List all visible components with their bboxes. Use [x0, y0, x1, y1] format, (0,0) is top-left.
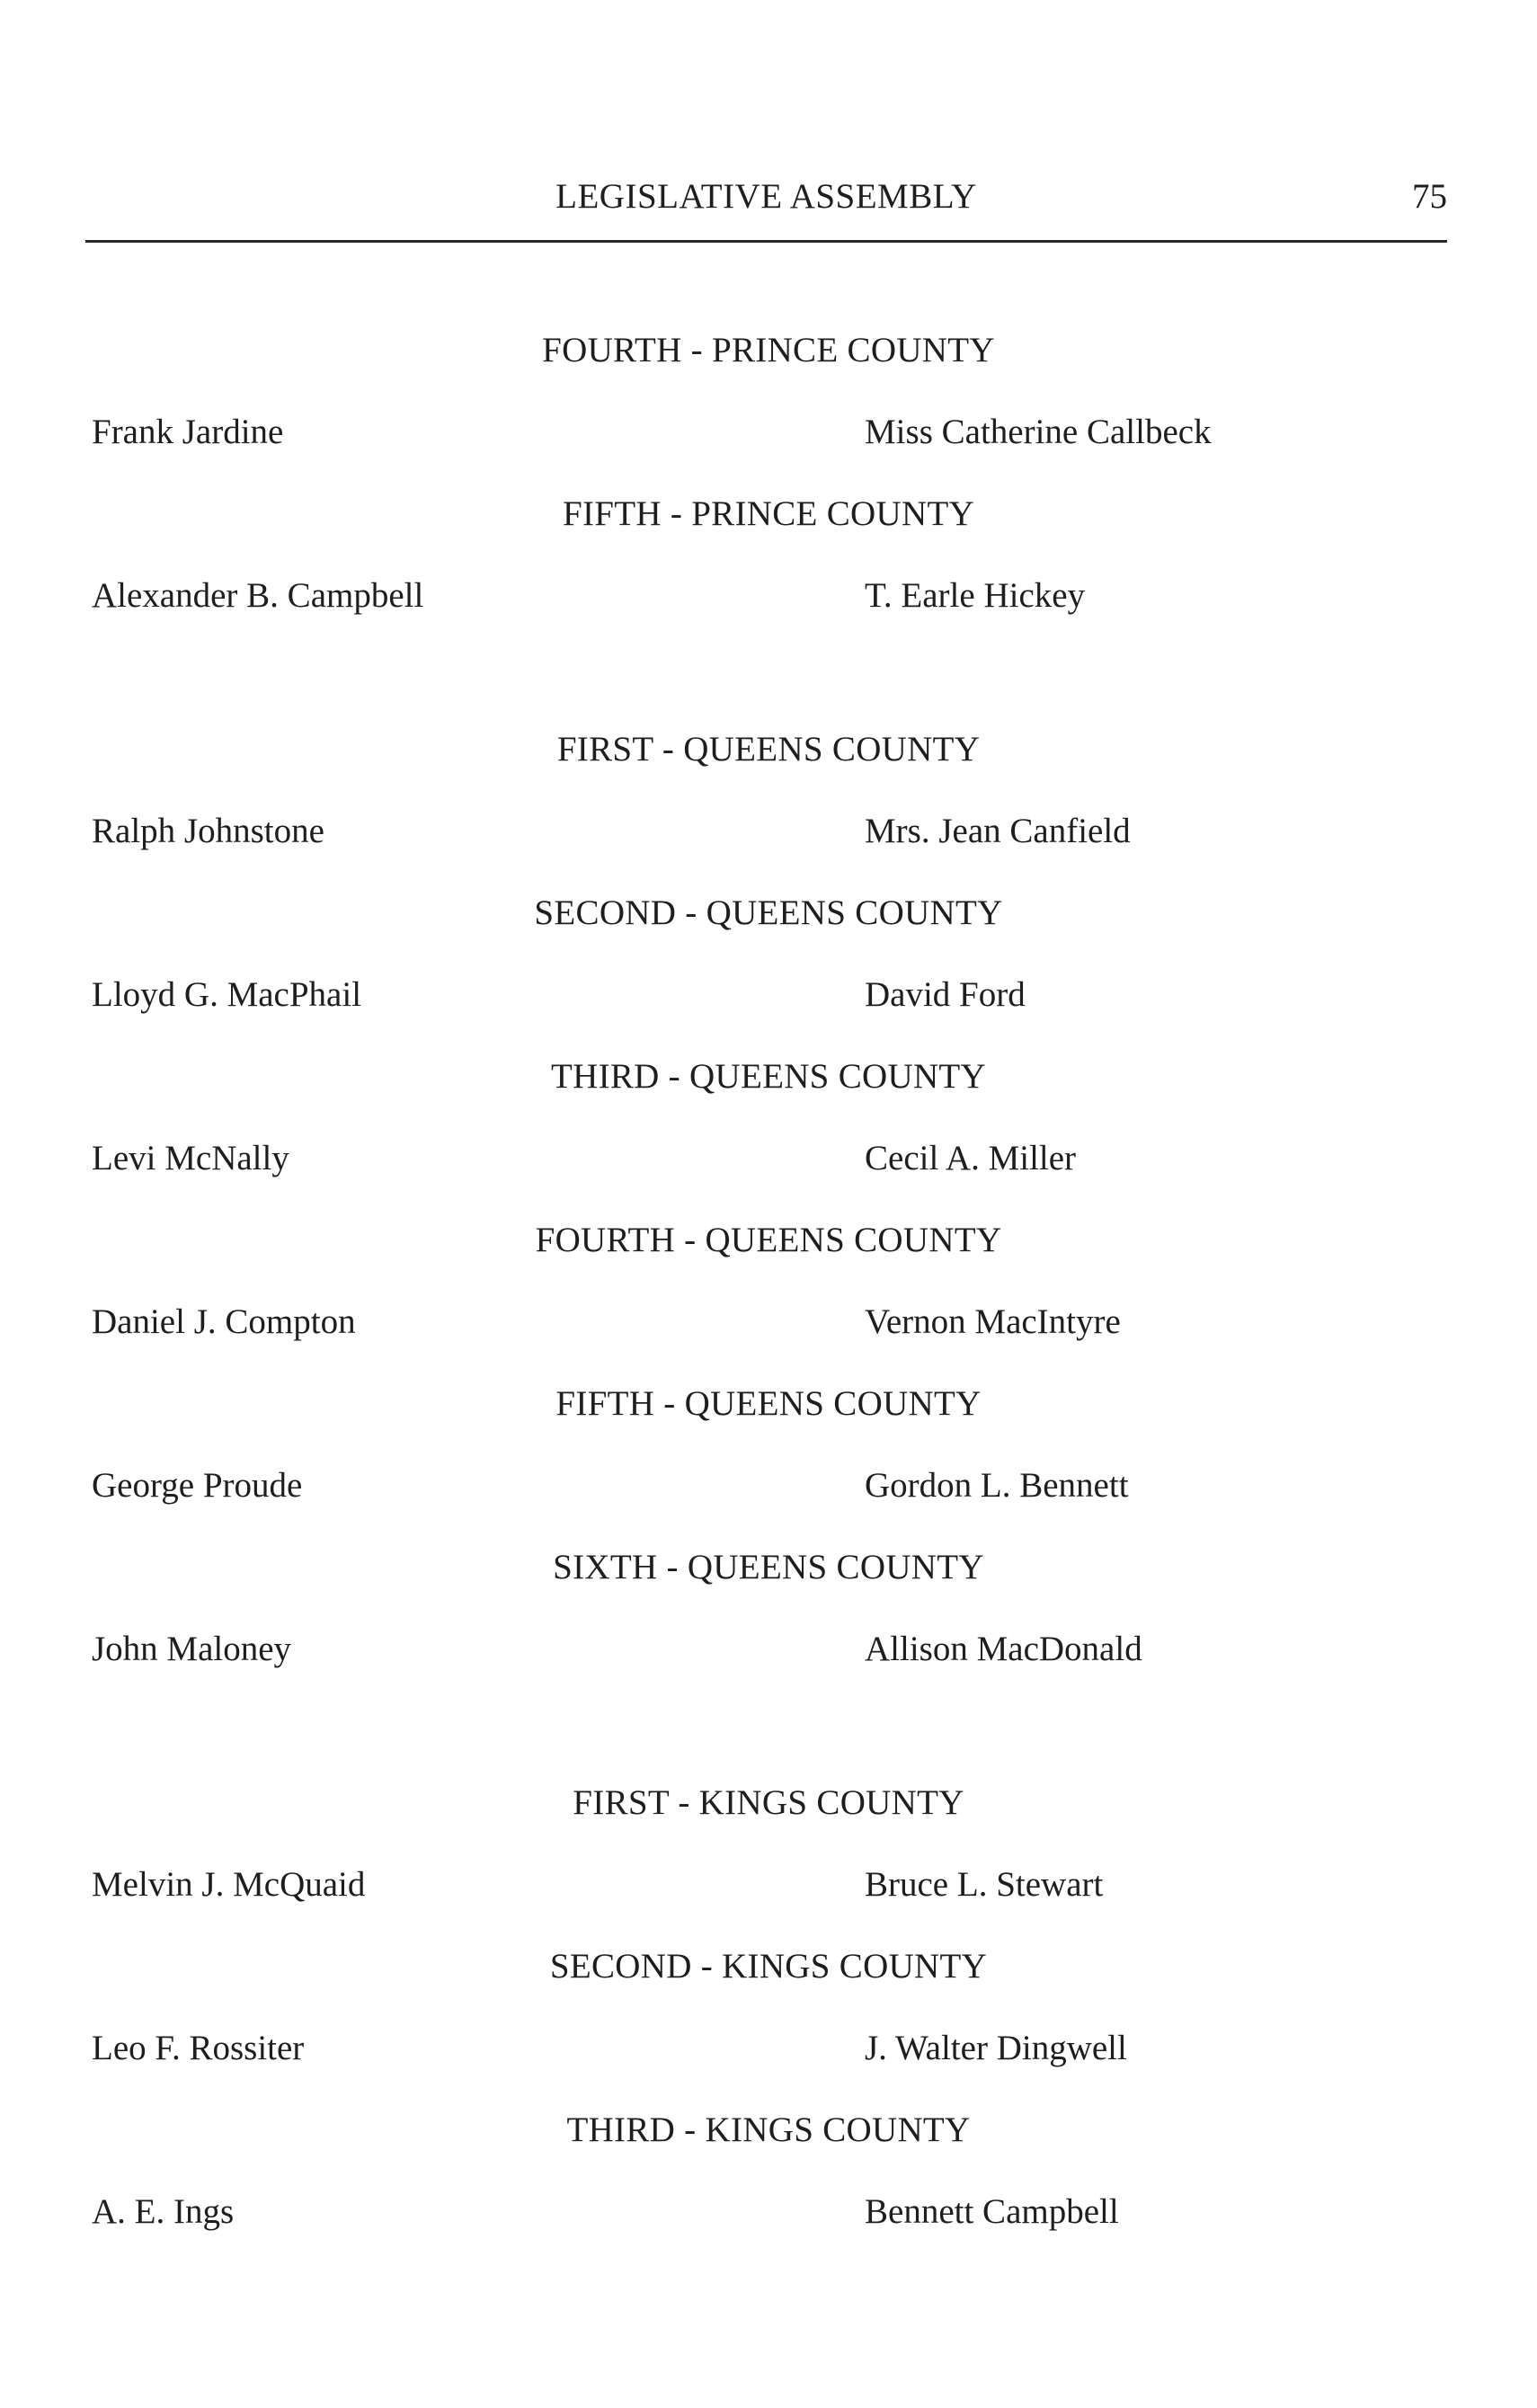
member-name: Frank Jardine: [92, 413, 284, 451]
district-heading: FIFTH - PRINCE COUNTY: [562, 494, 975, 533]
member-name: Mrs. Jean Canfield: [865, 812, 1131, 850]
member-row: [0, 1622, 1537, 1704]
member-row: [0, 1459, 1537, 1541]
member-name: John Maloney: [92, 1630, 292, 1668]
member-name: T. Earle Hickey: [865, 576, 1086, 615]
member-name: Daniel J. Compton: [92, 1302, 356, 1341]
member-name: Melvin J. McQuaid: [92, 1865, 366, 1904]
member-row: [0, 2021, 1537, 2103]
member-name: Leo F. Rossiter: [92, 2029, 305, 2067]
member-row: [0, 1132, 1537, 1213]
member-name: Bruce L. Stewart: [865, 1865, 1104, 1904]
district-heading: FIRST - QUEENS COUNTY: [556, 730, 981, 769]
member-name: Alexander B. Campbell: [92, 576, 424, 615]
member-name: David Ford: [865, 975, 1026, 1014]
member-name: Gordon L. Bennett: [865, 1466, 1129, 1505]
member-row: [0, 569, 1537, 651]
district-heading: FOURTH - PRINCE COUNTY: [542, 331, 995, 369]
district-heading: SIXTH - QUEENS COUNTY: [553, 1548, 984, 1586]
member-name: Cecil A. Miller: [865, 1139, 1077, 1177]
member-name: A. E. Ings: [92, 2192, 235, 2231]
member-row: [0, 1295, 1537, 1377]
member-name: Bennett Campbell: [865, 2192, 1119, 2231]
district-heading: SECOND - KINGS COUNTY: [549, 1947, 988, 1986]
member-name: George Proude: [92, 1466, 303, 1505]
member-row: [0, 2185, 1537, 2267]
member-row: [0, 405, 1537, 487]
running-title: LEGISLATIVE ASSEMBLY: [555, 177, 977, 216]
prince-county-group: [0, 324, 1537, 651]
district-heading: THIRD - QUEENS COUNTY: [550, 1057, 986, 1096]
queens-county-group: [0, 723, 1537, 1704]
district-heading: SECOND - QUEENS COUNTY: [534, 893, 1003, 932]
kings-county-group: [0, 1776, 1537, 2267]
member-name: Lloyd G. MacPhail: [92, 975, 362, 1014]
member-name: Vernon MacIntyre: [865, 1302, 1121, 1341]
district-heading: FOURTH - QUEENS COUNTY: [535, 1221, 1002, 1259]
district-heading: FIFTH - QUEENS COUNTY: [555, 1384, 982, 1423]
member-name: Miss Catherine Callbeck: [865, 413, 1212, 451]
member-row: [0, 1858, 1537, 1940]
running-head: [85, 176, 1447, 230]
member-name: Levi McNally: [92, 1139, 289, 1177]
member-name: J. Walter Dingwell: [865, 2029, 1127, 2067]
district-heading: FIRST - KINGS COUNTY: [573, 1783, 964, 1822]
member-name: Ralph Johnstone: [92, 812, 324, 850]
header-rule: [85, 240, 1447, 243]
member-row: [0, 804, 1537, 886]
member-row: [0, 968, 1537, 1050]
district-list: [0, 324, 1537, 2267]
member-name: Allison MacDonald: [865, 1630, 1142, 1668]
page-number: 75: [1412, 177, 1447, 216]
district-heading: THIRD - KINGS COUNTY: [566, 2110, 971, 2149]
